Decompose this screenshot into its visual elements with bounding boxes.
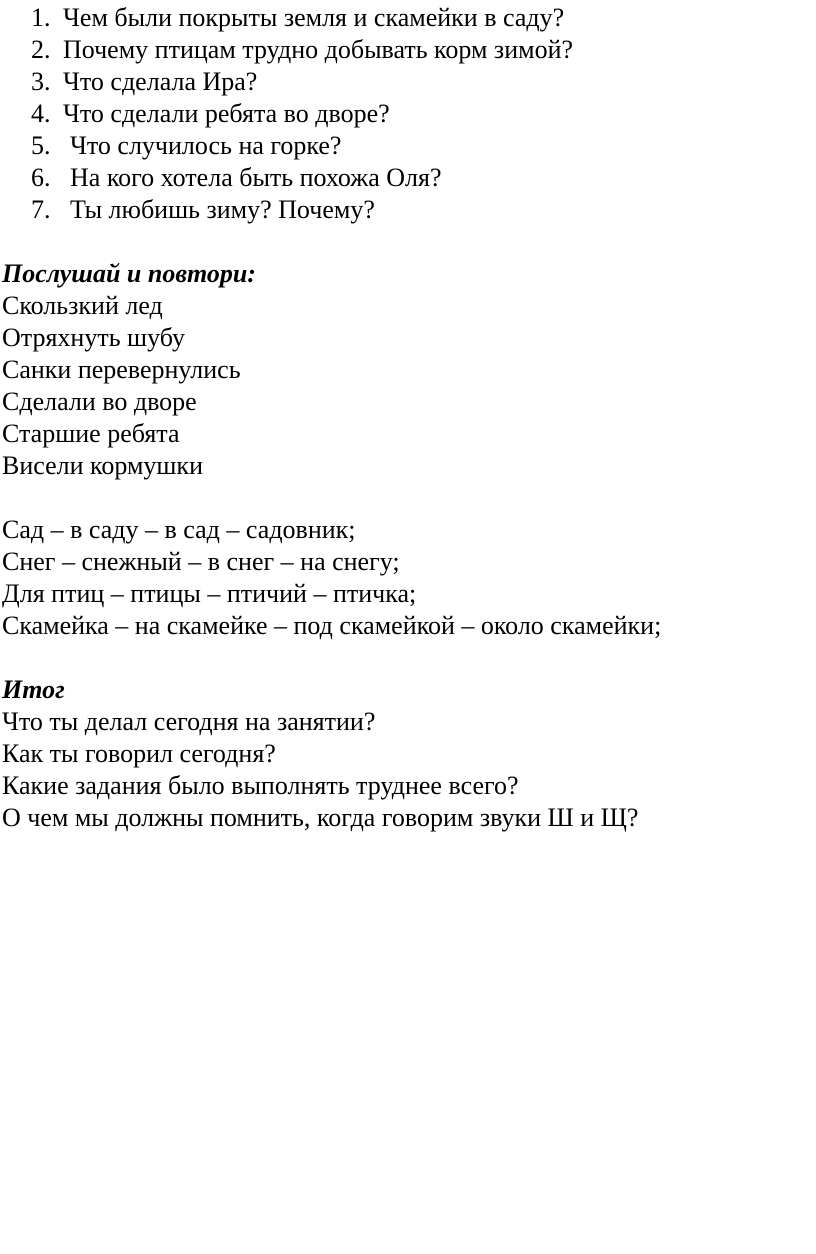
question-number: 1. [31,3,51,32]
question-text: Что сделали ребята во дворе? [63,99,390,128]
word-form-line: Скамейка – на скамейке – под скамейкой – около скамейки; [2,611,662,640]
phrase-line: Висели кормушки [2,451,203,480]
summary-question: О чем мы должны помнить, когда говорим звуки Ш и Щ? [2,803,639,832]
listen-heading: Послушай и повтори: [2,259,256,288]
word-form-line: Для птиц – птицы – птичий – птичка; [2,579,417,608]
question-text: Ты любишь зиму? Почему? [70,195,375,224]
question-text: Почему птицам трудно добывать корм зимой? [63,35,574,64]
phrase-line: Санки перевернулись [2,355,241,384]
question-text: Что сделала Ира? [63,67,258,96]
summary-question: Что ты делал сегодня на занятии? [2,707,376,736]
question-number: 4. [31,99,51,128]
question-number: 2. [31,35,51,64]
question-text: На кого хотела быть похожа Оля? [70,163,442,192]
word-form-line: Снег – снежный – в снег – на снегу; [2,547,400,576]
phrase-line: Старшие ребята [2,419,180,448]
question-text: Что случилось на горке? [70,131,342,160]
phrase-line: Сделали во дворе [2,387,197,416]
summary-question: Какие задания было выполнять труднее всего? [2,771,519,800]
phrase-line: Отряхнуть шубу [2,323,185,352]
summary-heading: Итог [2,675,65,704]
question-number: 7. [31,195,51,224]
question-number: 5. [31,131,51,160]
question-number: 6. [31,163,51,192]
summary-question: Как ты говорил сегодня? [2,739,276,768]
question-text: Чем были покрыты земля и скамейки в саду? [63,3,565,32]
question-number: 3. [31,67,51,96]
phrase-line: Скользкий лед [2,291,163,320]
word-form-line: Сад – в саду – в сад – садовник; [2,515,356,544]
